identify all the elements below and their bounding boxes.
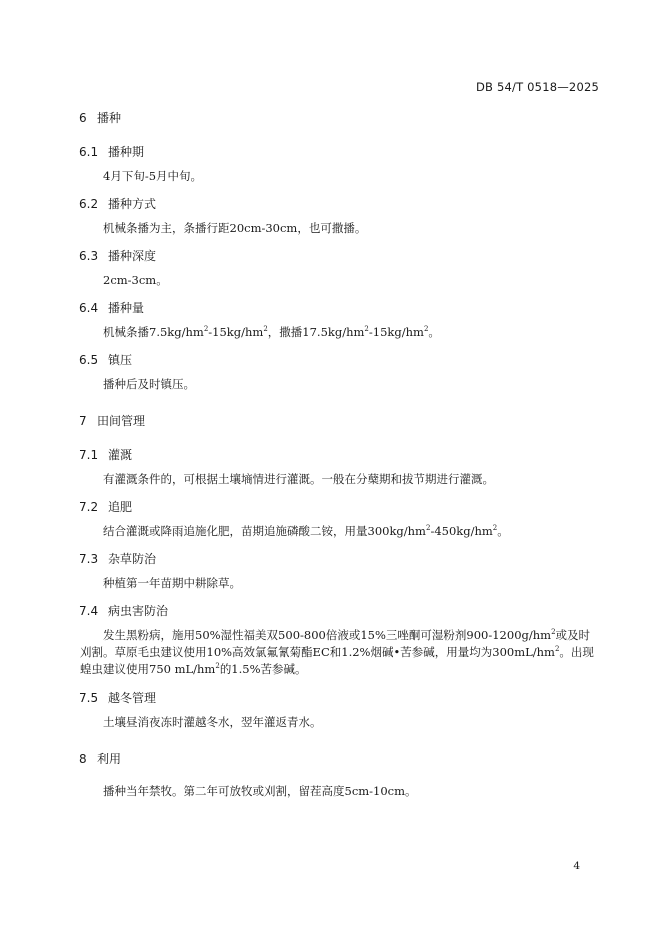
section-number: 7.5 [79,691,99,705]
section-number: 8 [79,752,87,766]
text-run: 。 [497,524,509,538]
section-title: 镇压 [108,353,133,367]
section-title: 追肥 [108,500,133,514]
section-7-2-text [103,523,509,540]
section-number: 7.4 [79,604,99,618]
section-7-5-text: 土壤昼消夜冻时灌越冬水，翌年灌返青水。 [103,715,322,729]
section-title: 病虫害防治 [108,604,169,618]
section-title: 播种期 [108,145,145,159]
text-run: 机械条播7.5kg/hm [103,325,204,339]
section-6-3-heading [79,247,156,264]
superscript: 2 [492,524,498,532]
section-7-4-text [80,627,600,678]
section-title: 播种量 [108,301,145,315]
section-6-1-heading [79,143,144,160]
section-6-1-text: 4月下旬-5月中旬。 [103,169,203,183]
section-number: 6.3 [79,249,99,263]
superscript: 2 [215,662,220,670]
section-number: 7 [79,414,87,428]
section-7-2-heading [79,498,132,515]
section-title: 越冬管理 [108,691,157,705]
doc-code-header: DB 54/T 0518—2025 [475,80,599,94]
section-title: 灌溉 [108,448,133,462]
section-6-heading [79,109,121,126]
text-run: 的1.5%苦参碱。 [219,662,307,676]
section-6-2-text: 机械条播为主，条播行距20cm-30cm，也可撒播。 [103,221,367,235]
section-6-2-heading [79,195,156,212]
section-title: 利用 [97,752,122,766]
text-run: -450kg/hm [430,524,493,538]
section-6-3-text: 2cm-3cm。 [103,273,168,287]
section-7-5-heading [79,689,156,706]
superscript: 2 [554,645,560,653]
section-title: 播种方式 [108,197,157,211]
text-run: 或及时刈割。草原毛虫建议使用10%高效氯氟氰菊酯EC和1.2%烟碱•苦参碱，用量均为300mL/hm [80,628,591,659]
section-6-4-text [103,324,440,341]
section-6-5-heading [79,351,132,368]
section-number: 7.3 [79,552,99,566]
section-8-heading [79,750,121,767]
section-title: 田间管理 [97,414,146,428]
text-run: 。出现蝗虫建议使用750 mL/hm [80,645,594,676]
text-run: 。 [428,325,440,339]
superscript: 2 [263,325,268,333]
section-title: 播种 [97,111,122,125]
section-7-1-heading [79,446,132,463]
section-6-4-heading [79,299,144,316]
text-run: ，撒播17.5kg/hm [267,325,365,339]
text-run: 结合灌溉或降雨追施化肥，苗期追施磷酸二铵，用量300kg/hm [103,524,426,538]
page-number: 4 [573,860,580,872]
superscript: 2 [203,325,209,333]
section-7-4-heading [79,602,168,619]
section-number: 7.2 [79,500,99,514]
superscript: 2 [551,628,556,636]
section-number: 6.1 [79,145,99,159]
section-title: 杂草防治 [108,552,157,566]
text-run: -15kg/hm [208,325,264,339]
text-run: 发生黑粉病，施用50%湿性福美双500-800倍液或15%三唑酮可湿粉剂900-1200g/hm [103,628,552,642]
section-number: 6 [79,111,87,125]
section-number: 6.5 [79,353,99,367]
section-7-3-text: 种植第一年苗期中耕除草。 [103,576,241,590]
superscript: 2 [425,524,431,532]
section-number: 6.4 [79,301,99,315]
superscript: 2 [423,325,429,333]
section-7-3-heading [79,550,156,567]
section-7-1-text: 有灌溉条件的，可根据土壤墒情进行灌溉。一般在分蘖期和拔节期进行灌溉。 [103,472,494,486]
section-title: 播种深度 [108,249,157,263]
text-run: -15kg/hm [368,325,424,339]
section-6-5-text: 播种后及时镇压。 [103,377,195,391]
section-number: 6.2 [79,197,99,211]
superscript: 2 [364,325,369,333]
section-7-heading [79,412,145,429]
section-number: 7.1 [79,448,99,462]
section-8-text: 播种当年禁牧。第二年可放牧或刈割，留茬高度5cm-10cm。 [103,784,417,798]
